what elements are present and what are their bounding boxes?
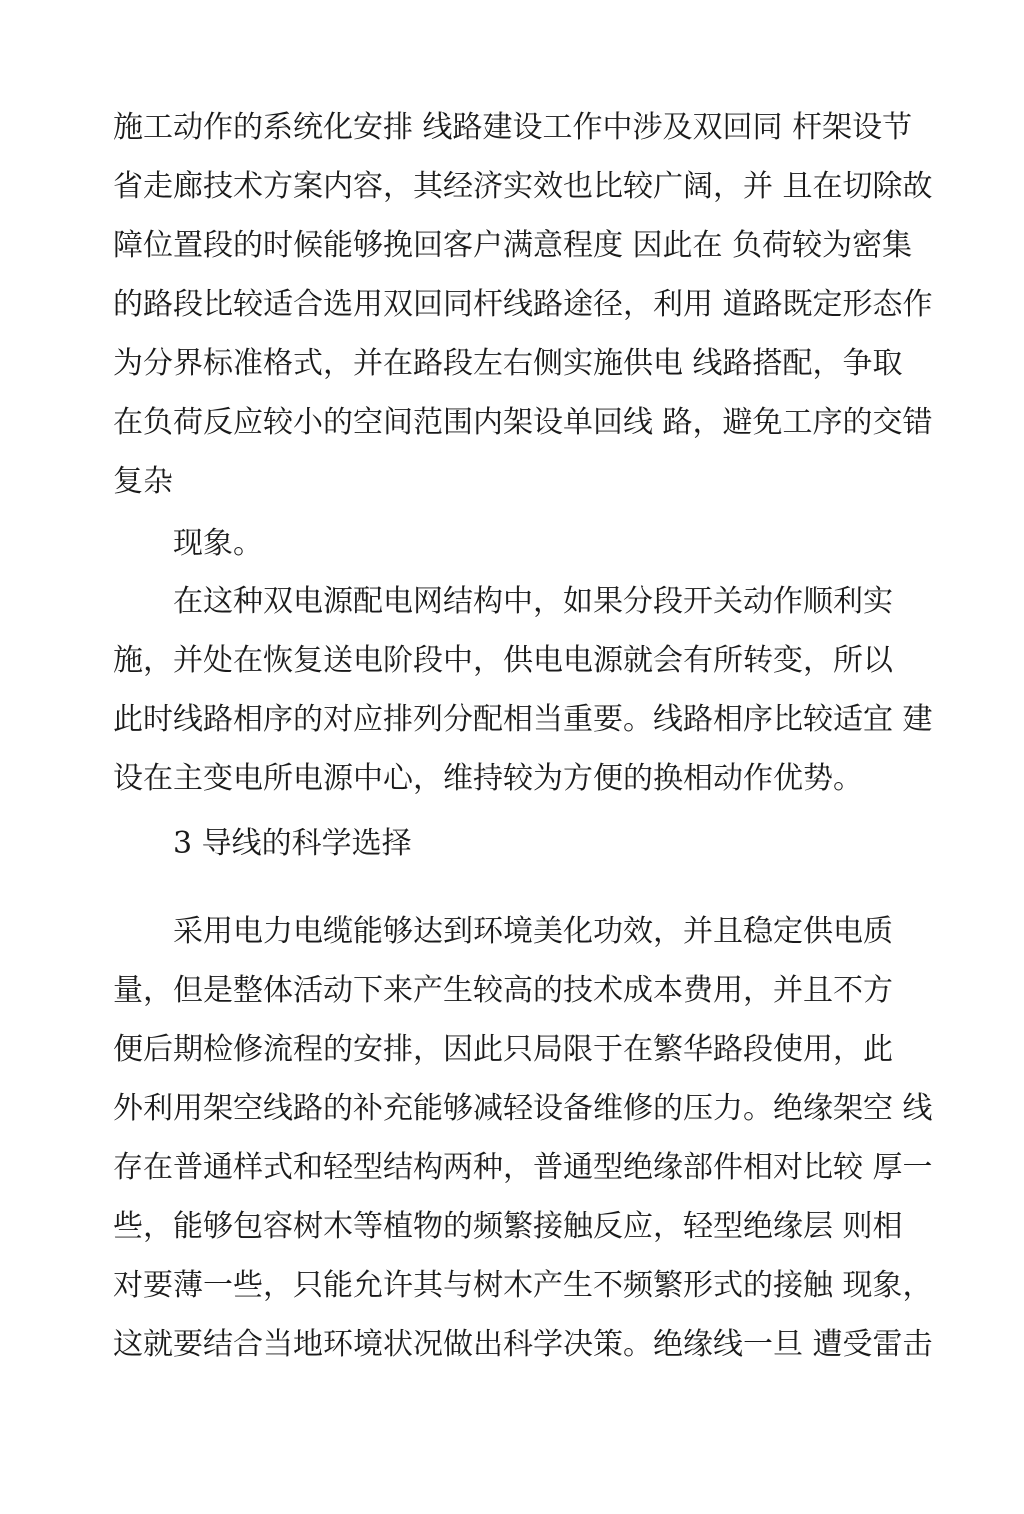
text-line: 复杂: [113, 464, 173, 499]
text-line: 存在普通样式和轻型结构两种，普通型绝缘部件相对比较 厚一: [113, 1150, 933, 1185]
text-line: 这就要结合当地环境状况做出科学决策。绝缘线一旦 遭受雷击: [113, 1327, 933, 1362]
text-line: 障位置段的时候能够挽回客户满意程度 因此在 负荷较为密集: [113, 228, 913, 263]
text-line: 设在主变电所电源中心，维持较为方便的换相动作优势。: [113, 761, 863, 796]
text-line: 施，并处在恢复送电阶段中，供电电源就会有所转变，所以: [113, 643, 893, 678]
text-line: 便后期检修流程的安排，因此只局限于在繁华路段使用，此: [113, 1032, 893, 1067]
section-heading: 3 导线的科学选择: [173, 826, 412, 861]
paragraph-first-line: 在这种双电源配电网结构中，如果分段开关动作顺利实: [173, 584, 893, 619]
paragraph-first-line: 采用电力电缆能够达到环境美化功效，并且稳定供电质: [173, 914, 893, 949]
text-line: 量，但是整体活动下来产生较高的技术成本费用，并且不方: [113, 973, 893, 1008]
text-line: 在负荷反应较小的空间范围内架设单回线 路，避免工序的交错: [113, 405, 933, 440]
text-line: 省走廊技术方案内容，其经济实效也比较广阔，并 且在切除故: [113, 169, 933, 204]
text-line: 些，能够包容树木等植物的频繁接触反应，轻型绝缘层 则相: [113, 1209, 903, 1244]
text-line: 外利用架空线路的补充能够减轻设备维修的压力。绝缘架空 线: [113, 1091, 933, 1126]
text-line: 为分界标准格式，并在路段左右侧实施供电 线路搭配，争取: [113, 346, 903, 381]
text-line: 现象。: [173, 526, 263, 561]
text-line: 此时线路相序的对应排列分配相当重要。线路相序比较适宜 建: [113, 702, 933, 737]
text-line: 的路段比较适合选用双回同杆线路途径，利用 道路既定形态作: [113, 287, 933, 322]
text-line: 对要薄一些，只能允许其与树木产生不频繁形式的接触 现象，: [113, 1268, 933, 1303]
text-line: 施工动作的系统化安排 线路建设工作中涉及双回同 杆架设节: [113, 110, 913, 145]
